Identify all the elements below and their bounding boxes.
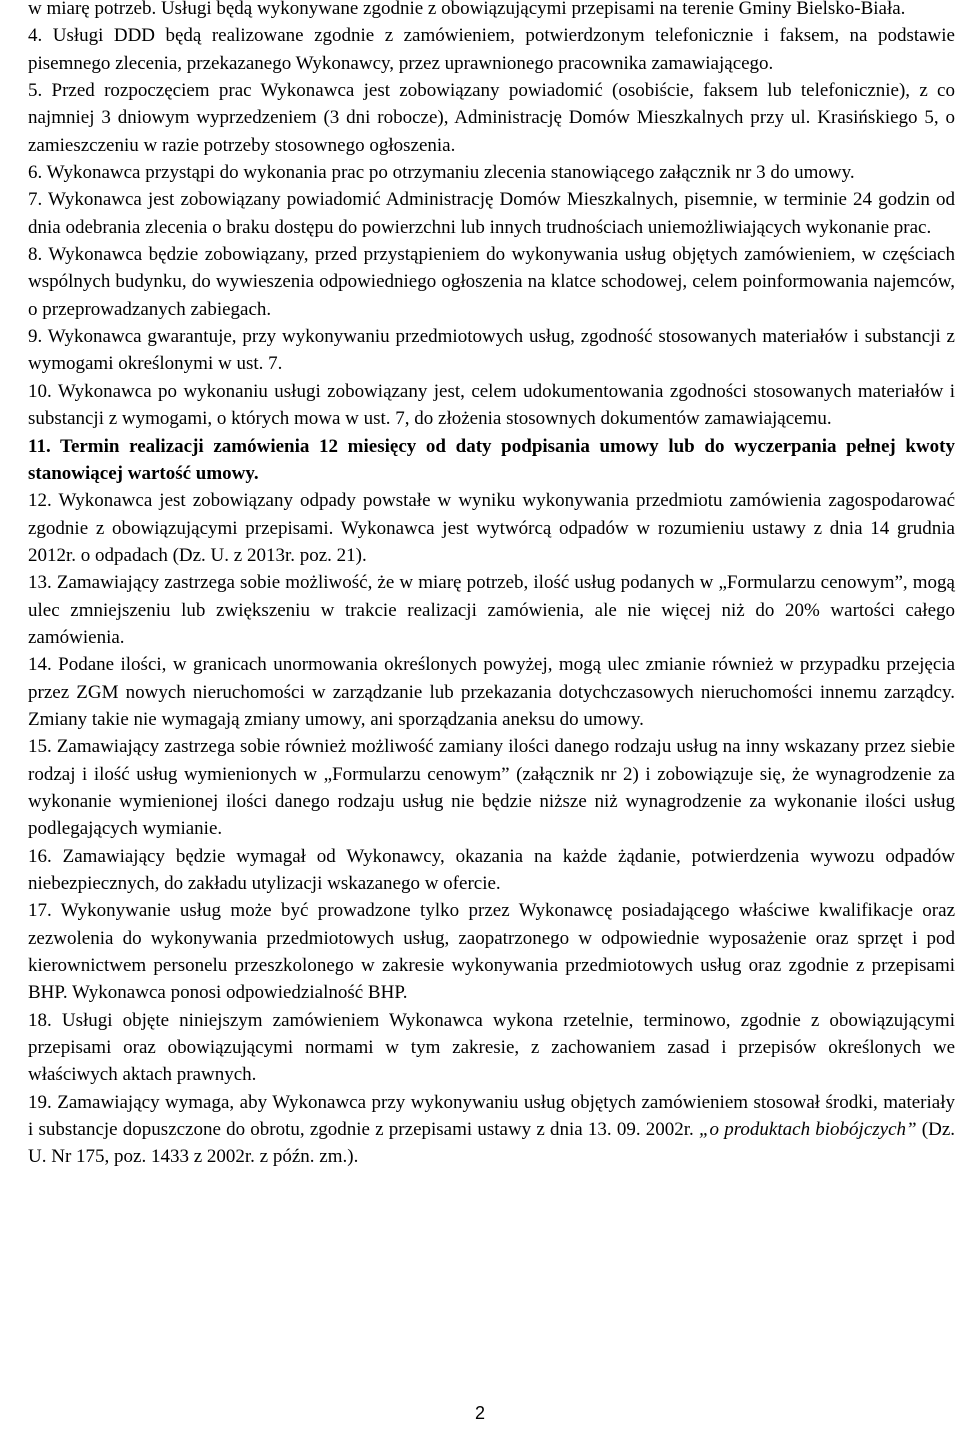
paragraph-17: 17. Wykonywanie usług może być prowadzone tylko przez Wykonawcę posiadającego właściwe kwalifikacje oraz zezwolenia do wykonywania przedmiotowych usług, zaopatrzonego w odpowiednie wyposażenie oraz sprzęt i pod kierownictwem personelu przeszkolonego w zakresie wykonywania przedmiotowych usług oraz zgodnie z przepisami BHP. Wykonawca ponosi odpowiedzialność BHP.: [28, 900, 955, 1004]
paragraph-18: 18. Usługi objęte niniejszym zamówieniem Wykonawca wykona rzetelnie, terminowo, zgodnie z obowiązującymi przepisami oraz obowiązującymi normami w tym zakresie, z zachowaniem zasad i przepisów określonych we właściwych aktach prawnych.: [28, 1009, 955, 1086]
paragraph-19-act-title: „o produktach biobójczych”: [698, 1119, 917, 1141]
paragraph-10: 10. Wykonawca po wykonaniu usługi zobowiązany jest, celem udokumentowania zgodności stosowanych materiałów i substancji z wymogami, o których mowa w ust. 7, do złożenia stosownych dokumentów zamawiającemu.: [28, 380, 955, 430]
document-body: [28, 0, 955, 1171]
paragraph-7: 7. Wykonawca jest zobowiązany powiadomić Administrację Domów Mieszkalnych, pisemnie, w terminie 24 godzin od dnia odebrania zlecenia o braku dostępu do powierzchni lub innych trudnościach uniemożliwiających wykonanie prac.: [28, 189, 955, 238]
paragraph-13: 13. Zamawiający zastrzega sobie możliwość, że w miarę potrzeb, ilość usług podanych w „Formularzu cenowym”, mogą ulec zmniejszeniu lub zwiększeniu w trakcie realizacji zamówienia, ale nie więcej niż do 20% wartości całego zamówienia.: [28, 572, 955, 648]
page-number: 2: [474, 1403, 485, 1423]
paragraph-continuation: w miarę potrzeb. Usługi będą wykonywane zgodnie z obowiązującymi przepisami na terenie Gminy Bielsko-Biała.: [28, 0, 906, 19]
paragraph-19: [28, 1089, 955, 1171]
paragraph-5: 5. Przed rozpoczęciem prac Wykonawca jest zobowiązany powiadomić (osobiście, faksem lub telefonicznie), z co najmniej 3 dniowym wyprzedzeniem (3 dni robocze), Administrację Domów Mieszkalnych przy ul. Krasińskiego 5, o zamieszczeniu w razie potrzeby stosownego ogłoszenia.: [28, 80, 955, 156]
paragraph-12: 12. Wykonawca jest zobowiązany odpady powstałe w wyniku wykonywania przedmiotu zamówienia zagospodarować zgodnie z obowiązującymi przepisami. Wykonawca jest wytwórcą odpadów w rozumieniu ustawy z dnia 14 grudnia 2012r. o odpadach (Dz. U. z 2013r. poz. 21).: [28, 490, 955, 566]
paragraph-14: 14. Podane ilości, w granicach unormowania określonych powyżej, mogą ulec zmianie również w przypadku przejęcia przez ZGM nowych nieruchomości w zarządzanie lub przekazania dotychczasowych nieruchomości innemu zarządcy. Zmiany takie nie wymagają zmiany umowy, ani sporządzania aneksu do umowy.: [28, 654, 955, 730]
paragraph-19-citation: (Dz. U. Nr 175, poz. 1433 z 2002r. z późn. zm.).: [28, 1119, 956, 1168]
paragraph-4: 4. Usługi DDD będą realizowane zgodnie z zamówieniem, potwierdzonym telefonicznie i faksem, na podstawie pisemnego zlecenia, przekazanego Wykonawcy, przez uprawnionego pracownika zamawiającego.: [28, 25, 955, 74]
paragraph-15: 15. Zamawiający zastrzega sobie również możliwość zamiany ilości danego rodzaju usług na inny wskazany przez siebie rodzaj i ilość usług wymienionych w „Formularzu cenowym” (załącznik nr 2) i zobowiązuje się, że wynagrodzenie za wykonanie wymienionej ilości danego rodzaju usług nie będzie niższe niż wynagrodzenie za wykonanie ilości usług podlegających wymianie.: [28, 736, 955, 840]
paragraph-9: 9. Wykonawca gwarantuje, przy wykonywaniu przedmiotowych usług, zgodność stosowanych materiałów i substancji z wymogami określonymi w ust. 7.: [28, 326, 955, 375]
paragraph-11: 11. Termin realizacji zamówienia 12 miesięcy od daty podpisania umowy lub do wyczerpania pełnej kwoty stanowiącej wartość umowy.: [28, 435, 955, 484]
paragraph-6: 6. Wykonawca przystąpi do wykonania prac po otrzymaniu zlecenia stanowiącego załącznik nr 3 do umowy.: [28, 162, 855, 184]
paragraph-19-text: 19. Zamawiający wymaga, aby Wykonawca przy wykonywaniu usług objętych zamówieniem stosował środki, materiały i substancje dopuszczone do obrotu, zgodnie z przepisami ustawy z dnia 13. 09. 2002r.: [28, 1091, 955, 1141]
paragraph-16: 16. Zamawiający będzie wymagał od Wykonawcy, okazania na każde żądanie, potwierdzenia wywozu odpadów niebezpiecznych, do zakładu utylizacji wskazanego w ofercie.: [28, 845, 955, 894]
paragraph-8: 8. Wykonawca będzie zobowiązany, przed przystąpieniem do wykonywania usług objętych zamówieniem, w częściach wspólnych budynku, do wywieszenia odpowiedniego ogłoszenia na klatce schodowej, celem poinformowania najemców, o przeprowadzanych zabiegach.: [28, 244, 955, 320]
